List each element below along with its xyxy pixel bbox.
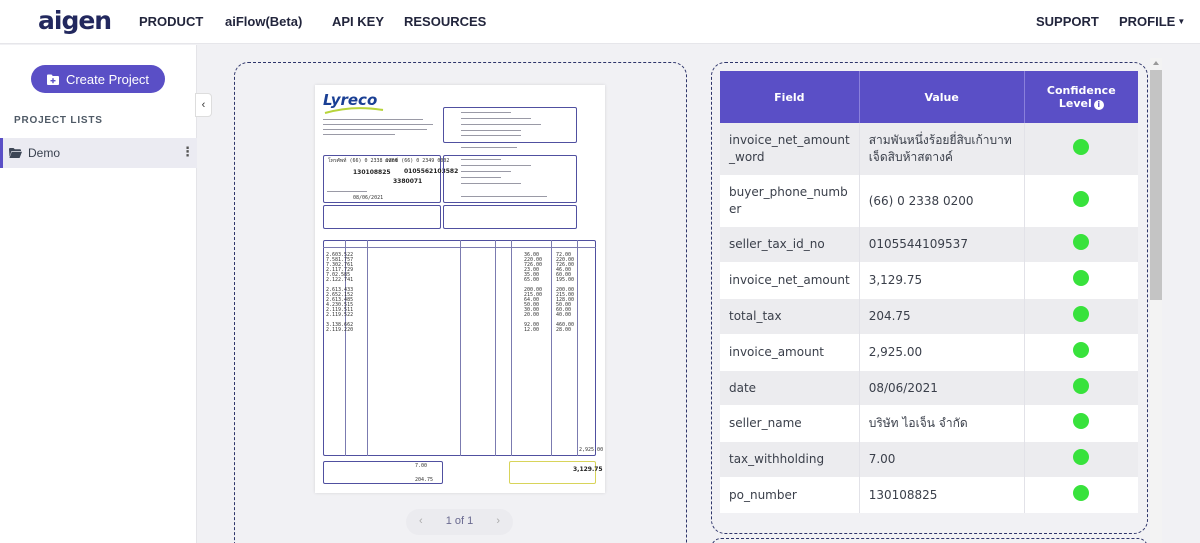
table-header-row bbox=[720, 71, 1138, 123]
page-pagination bbox=[406, 509, 513, 535]
scroll-up-arrow-icon[interactable] bbox=[1153, 61, 1159, 65]
doc-phone-left: โทรศัพท์ (66) 0 2338 0200 bbox=[328, 158, 398, 164]
doc-seller-tax: 0105562103582 bbox=[404, 168, 459, 175]
confidence-cell bbox=[1024, 405, 1138, 442]
value-cell: 3,129.75 bbox=[859, 262, 1024, 299]
more-vertical-icon[interactable]: ⋮ bbox=[181, 144, 194, 159]
confidence-cell bbox=[1024, 477, 1138, 513]
confidence-indicator bbox=[1073, 413, 1089, 429]
collapse-sidebar-button[interactable] bbox=[195, 93, 212, 117]
top-navigation-bar bbox=[0, 0, 1200, 44]
project-lists-heading: PROJECT LISTS bbox=[14, 115, 103, 126]
confidence-indicator bbox=[1073, 449, 1089, 465]
invoice-item-list bbox=[324, 252, 596, 332]
doc-phone-right: แฟกซ์ (66) 0 2349 0002 bbox=[385, 158, 450, 164]
invoice-item-row: 2.613.433 200.00 200.00 bbox=[326, 287, 575, 293]
sidebar bbox=[0, 45, 197, 543]
confidence-cell bbox=[1024, 123, 1138, 175]
value-cell: 2,925.00 bbox=[859, 334, 1024, 371]
value-cell: 7.00 bbox=[859, 442, 1024, 477]
folder-plus-icon bbox=[47, 74, 59, 85]
confidence-cell bbox=[1024, 334, 1138, 371]
second-results-panel bbox=[711, 538, 1148, 543]
invoice-item-row: 2.603.522 36.00 72.00 bbox=[326, 252, 572, 258]
field-cell: seller_tax_id_no bbox=[720, 227, 859, 262]
doc-invoice-no: 3380071 bbox=[393, 178, 423, 185]
confidence-indicator bbox=[1073, 485, 1089, 501]
doc-buyer-no: 130108825 bbox=[353, 169, 391, 176]
confidence-header-line2: Level bbox=[1058, 97, 1092, 110]
table-row[interactable] bbox=[720, 262, 1138, 299]
nav-profile-menu[interactable] bbox=[1119, 14, 1185, 29]
nav-aiflow[interactable]: aiFlow(Beta) bbox=[225, 14, 303, 29]
invoice-item-row: 2.652.152 215.00 215.00 bbox=[326, 292, 575, 298]
confidence-header-line1: Confidence bbox=[1046, 84, 1116, 97]
field-cell: invoice_net_amount bbox=[720, 262, 859, 299]
project-name: Demo bbox=[28, 146, 61, 160]
value-cell: 130108825 bbox=[859, 477, 1024, 513]
chevron-left-icon: ‹ bbox=[201, 99, 206, 111]
doc-withholding: 7.00 bbox=[415, 463, 428, 469]
confidence-column-header bbox=[1024, 71, 1138, 123]
invoice-page-preview[interactable] bbox=[315, 85, 605, 493]
invoice-item-row: 2.119.220 12.00 28.00 bbox=[326, 327, 572, 333]
table-row[interactable] bbox=[720, 477, 1138, 513]
doc-invoice-date: 08/06/2021 bbox=[353, 195, 384, 201]
nav-support[interactable]: SUPPORT bbox=[1036, 14, 1099, 29]
confidence-cell bbox=[1024, 442, 1138, 477]
table-row[interactable] bbox=[720, 334, 1138, 371]
table-row[interactable] bbox=[720, 299, 1138, 334]
invoice-item-row: 7.02.585 35.00 60.00 bbox=[326, 272, 572, 278]
table-row[interactable] bbox=[720, 371, 1138, 405]
value-cell: 204.75 bbox=[859, 299, 1024, 334]
scrollbar-thumb[interactable] bbox=[1150, 70, 1162, 300]
doc-grand-total: 3,129.75 bbox=[573, 466, 603, 473]
confidence-indicator bbox=[1073, 139, 1089, 155]
table-row[interactable] bbox=[720, 175, 1138, 227]
folder-open-icon bbox=[9, 148, 22, 158]
invoice-item-row: 7.581.757 220.00 220.00 bbox=[326, 257, 575, 263]
confidence-cell bbox=[1024, 175, 1138, 227]
invoice-item-row: 3.138.662 92.00 460.00 bbox=[326, 322, 575, 328]
lyreco-swoosh-icon bbox=[323, 107, 385, 115]
confidence-cell bbox=[1024, 227, 1138, 262]
confidence-indicator bbox=[1073, 342, 1089, 358]
confidence-indicator bbox=[1073, 270, 1089, 286]
field-cell: buyer_phone_number bbox=[720, 175, 859, 227]
nav-product[interactable]: PRODUCT bbox=[139, 14, 204, 29]
field-cell: tax_withholding bbox=[720, 442, 859, 477]
invoice-item-row: 4.230.515 50.00 50.00 bbox=[326, 302, 572, 308]
aigen-logo[interactable] bbox=[38, 6, 112, 38]
invoice-item-row: 2.119.511 30.00 60.00 bbox=[326, 307, 572, 313]
value-cell: 0105544109537 bbox=[859, 227, 1024, 262]
caret-down-icon: ▼ bbox=[1177, 17, 1186, 26]
nav-resources[interactable]: RESOURCES bbox=[404, 14, 487, 29]
invoice-item-row: 2.122.741 65.00 195.00 bbox=[326, 277, 575, 283]
page-indicator: 1 of 1 bbox=[445, 515, 474, 527]
value-column-header: Value bbox=[859, 71, 1024, 123]
nav-api-key[interactable]: API KEY bbox=[332, 14, 385, 29]
value-cell: สามพันหนึ่งร้อยยี่สิบเก้าบาทเจ็ดสิบห้าสตางค์ bbox=[859, 123, 1024, 175]
profile-label: PROFILE bbox=[1119, 14, 1176, 29]
extraction-results-table bbox=[720, 71, 1138, 513]
logo-text: aigen bbox=[38, 6, 112, 35]
doc-subtotal: 2,925.00 bbox=[579, 447, 604, 453]
value-cell: (66) 0 2338 0200 bbox=[859, 175, 1024, 227]
info-icon[interactable]: i bbox=[1094, 100, 1104, 110]
field-cell: invoice_amount bbox=[720, 334, 859, 371]
confidence-cell bbox=[1024, 299, 1138, 334]
confidence-indicator bbox=[1073, 234, 1089, 250]
invoice-item-row: 2.613.485 64.00 128.00 bbox=[326, 297, 575, 303]
create-project-button[interactable] bbox=[31, 65, 165, 93]
confidence-indicator bbox=[1073, 191, 1089, 207]
confidence-indicator bbox=[1073, 306, 1089, 322]
field-cell: seller_name bbox=[720, 405, 859, 442]
table-row[interactable] bbox=[720, 123, 1138, 175]
confidence-indicator bbox=[1073, 378, 1089, 394]
create-project-label: Create Project bbox=[65, 71, 150, 87]
doc-vat: 204.75 bbox=[415, 477, 434, 483]
field-cell: total_tax bbox=[720, 299, 859, 334]
field-cell: po_number bbox=[720, 477, 859, 513]
lyreco-logo: Lyreco bbox=[323, 91, 378, 109]
table-row[interactable] bbox=[720, 442, 1138, 477]
table-row[interactable] bbox=[720, 227, 1138, 262]
confidence-cell bbox=[1024, 262, 1138, 299]
invoice-item-row: 2.117.729 23.00 46.00 bbox=[326, 267, 572, 273]
previous-page-button[interactable]: ‹ bbox=[419, 515, 423, 527]
field-column-header: Field bbox=[720, 71, 859, 123]
field-cell: invoice_net_amount_word bbox=[720, 123, 859, 175]
project-item-demo[interactable] bbox=[0, 138, 197, 168]
invoice-item-row: 2.119.522 20.00 40.00 bbox=[326, 312, 572, 318]
value-cell: 08/06/2021 bbox=[859, 371, 1024, 405]
table-row[interactable] bbox=[720, 405, 1138, 442]
next-page-button[interactable]: › bbox=[496, 515, 500, 527]
field-cell: date bbox=[720, 371, 859, 405]
confidence-cell bbox=[1024, 371, 1138, 405]
value-cell: บริษัท ไอเจ็น จำกัด bbox=[859, 405, 1024, 442]
invoice-item-row: 7.302.761 726.00 726.00 bbox=[326, 262, 575, 268]
